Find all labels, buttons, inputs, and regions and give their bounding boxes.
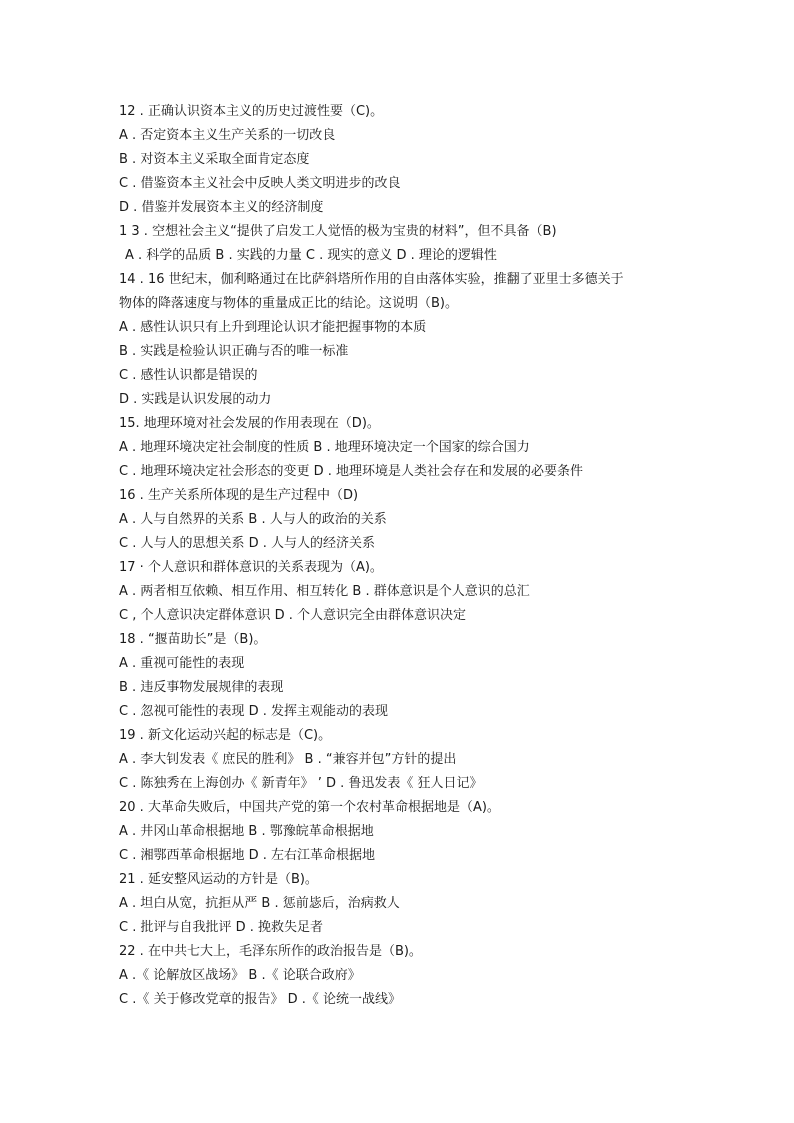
q14-option-d: D . 实践是认识发展的动力 xyxy=(119,392,272,407)
q18-stem: 18 . “揠苗助长”是（B)。 xyxy=(119,632,267,647)
q16-options-cd: C . 人与人的思想关系 D . 人与人的经济关系 xyxy=(119,536,376,551)
q21-options-ab: A . 坦白从宽，抗拒从严 B . 惩前毖后，治病救人 xyxy=(119,896,400,911)
q14-option-b: B . 实践是检验认识正确与否的唯一标准 xyxy=(119,344,349,359)
q22-options-cd: C .《 关于修改党章的报告》 D .《 论统一战线》 xyxy=(119,992,402,1007)
q12-option-a: A . 否定资本主义生产关系的一切改良 xyxy=(119,128,336,143)
q14-option-c: C . 感性认识都是错误的 xyxy=(119,368,258,383)
q16-options-ab: A . 人与自然界的关系 B . 人与人的政治的关系 xyxy=(119,512,387,527)
q17-options-cd: C , 个人意识决定群体意识 D . 个人意识完全由群体意识决定 xyxy=(119,608,467,623)
q19-options-cd: C . 陈独秀在上海创办《 新青年》 ’ D . 鲁迅发表《 狂人日记》 xyxy=(119,776,483,791)
q15-stem: 15. 地理环境对社会发展的作用表现在（D)。 xyxy=(119,416,380,431)
q21-options-cd: C . 批评与自我批评 D . 挽救失足者 xyxy=(119,920,324,935)
q19-options-ab: A . 李大钊发表《 庶民的胜利》 B . “兼容并包”方针的提出 xyxy=(119,752,457,767)
q18-option-a: A . 重视可能性的表现 xyxy=(119,656,245,671)
q16-stem: 16 . 生产关系所体现的是生产过程中（D) xyxy=(119,488,359,503)
q21-stem: 21 . 延安整风运动的方针是（B)。 xyxy=(119,872,318,887)
question-list xyxy=(119,100,689,1012)
q13-stem: 1 3 . 空想社会主义“提供了启发工人觉悟的极为宝贵的材料”，但不具备（B) xyxy=(119,224,557,239)
q12-option-b: B . 对资本主义采取全面肯定态度 xyxy=(119,152,310,167)
q12-option-d: D . 借鉴并发展资本主义的经济制度 xyxy=(119,200,324,215)
q14-stem-line2: 物体的降落速度与物体的重量成正比的结论。这说明（B)。 xyxy=(119,296,458,311)
q15-options-ab: A . 地理环境决定社会制度的性质 B . 地理环境决定一个国家的综合国力 xyxy=(119,440,530,455)
q18-option-b: B . 违反事物发展规律的表现 xyxy=(119,680,284,695)
q22-stem: 22 . 在中共七大上，毛泽东所作的政治报告是（B)。 xyxy=(119,944,422,959)
q13-options: A . 科学的品质 B . 实践的力量 C . 现实的意义 D . 理论的逻辑性 xyxy=(125,248,497,263)
q22-options-ab: A .《 论解放区战场》 B .《 论联合政府》 xyxy=(119,968,361,983)
q20-stem: 20 . 大革命失败后，中国共产党的第一个农村革命根据地是（A)。 xyxy=(119,800,500,815)
q12-stem: 12 . 正确认识资本主义的历史过渡性要（C)。 xyxy=(119,104,384,119)
q19-stem: 19 . 新文化运动兴起的标志是（C)。 xyxy=(119,728,332,743)
q14-option-a: A . 感性认识只有上升到理论认识才能把握事物的本质 xyxy=(119,320,427,335)
q20-options-ab: A . 井冈山革命根据地 B . 鄂豫皖革命根据地 xyxy=(119,824,374,839)
q14-stem-line1: 14 . 16 世纪末，伽利略通过在比萨斜塔所作用的自由落体实验，推翻了亚里士多德关于 xyxy=(119,272,624,287)
q20-options-cd: C . 湘鄂西革命根据地 D . 左右江革命根据地 xyxy=(119,848,376,863)
q18-options-cd: C . 忽视可能性的表现 D . 发挥主观能动的表现 xyxy=(119,704,389,719)
q12-option-c: C . 借鉴资本主义社会中反映人类文明进步的改良 xyxy=(119,176,401,191)
q15-options-cd: C . 地理环境决定社会形态的变更 D . 地理环境是人类社会存在和发展的必要条件 xyxy=(119,464,584,479)
q17-stem: 17 · 个人意识和群体意识的关系表现为（A)。 xyxy=(119,560,383,575)
q17-options-ab: A . 两者相互依赖、相互作用、相互转化 B . 群体意识是个人意识的总汇 xyxy=(119,584,530,599)
